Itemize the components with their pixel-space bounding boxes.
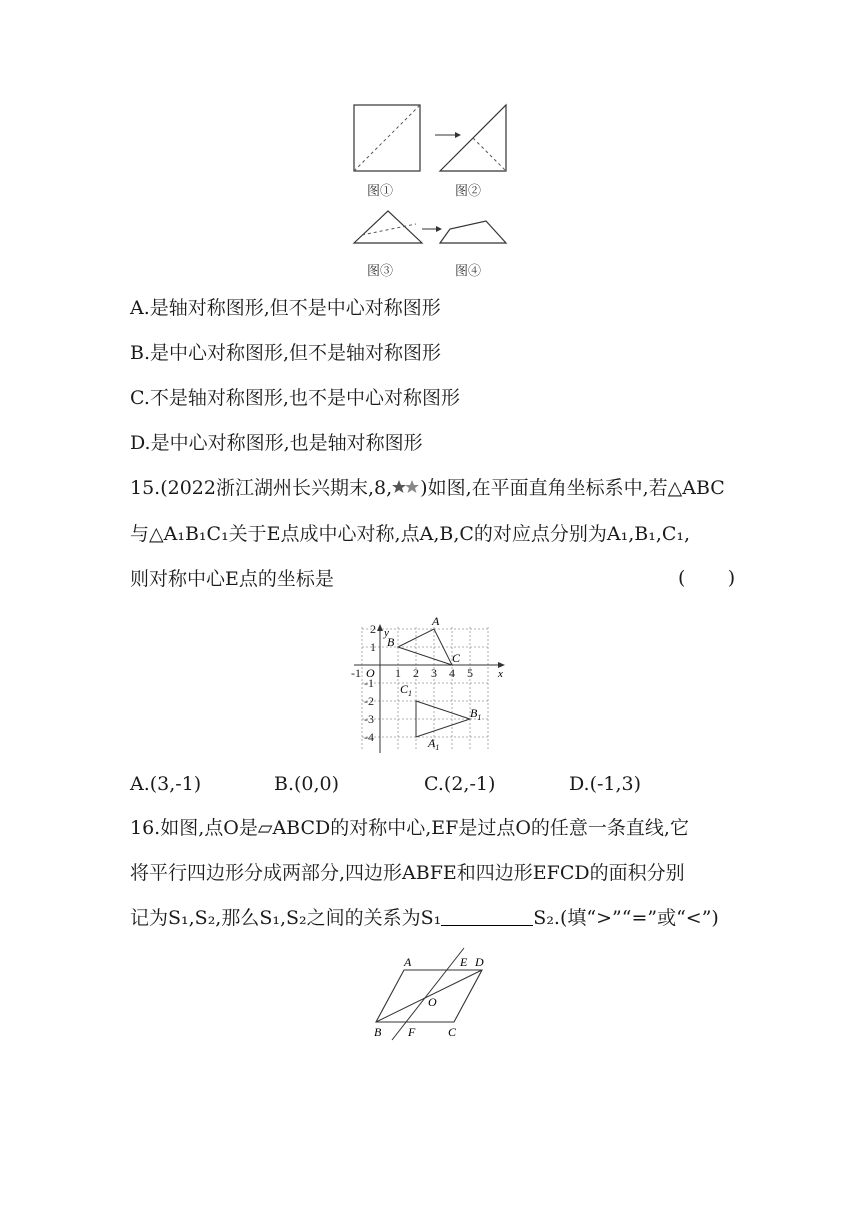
point-a1-label: $A_1$ [428, 736, 440, 752]
point-c1-label: $C_1$ [400, 682, 413, 698]
q15-line3: 则对称中心E点的坐标是 [130, 568, 334, 590]
label-d: D [475, 955, 484, 969]
q15-line2: 与△A₁B₁C₁关于E点成中心对称,点A,B,C的对应点分别为A₁,B₁,C₁, [130, 523, 691, 545]
x-tick-label: -1 [351, 666, 361, 680]
q14-option-c: C.不是轴对称图形,也不是中心对称图形 [130, 387, 460, 409]
q14-option-d: D.是中心对称图形,也是轴对称图形 [130, 432, 423, 454]
x-axis-label: x [498, 668, 503, 680]
q15-source: 15.(2022浙江湖州长兴期末,8, [130, 477, 393, 499]
label-b: B [374, 1025, 382, 1039]
grid [362, 627, 488, 751]
q16-line1: 16.如图,点O是▱ABCD的对称中心,EF是过点O的任意一条直线,它 [130, 817, 689, 839]
label-e: E [460, 955, 468, 969]
q15-option-b: B.(0,0) [274, 773, 340, 795]
parallelogram-figure [370, 948, 510, 1048]
x-tick-label: 1 [395, 666, 401, 680]
y-tick-label: -4 [364, 730, 374, 744]
fig1-caption: 图① [367, 184, 394, 199]
fig2-caption: 图② [455, 184, 482, 199]
point-b1-label: $B_1$ [470, 706, 482, 722]
q15-line1 [130, 476, 725, 500]
answer-parentheses: ( ) [678, 567, 736, 589]
q15-option-a: A.(3,-1) [130, 773, 202, 795]
two-star-difficulty-icon [392, 479, 420, 495]
q15-option-d: D.(-1,3) [569, 773, 642, 795]
x-tick-label: 2 [413, 666, 419, 680]
fig4-caption: 图④ [455, 264, 482, 279]
q16-line3-end: S₂.(填“>”“=”或“<”) [533, 907, 719, 929]
y-tick-label: -1 [364, 676, 374, 690]
y-tick-label: -3 [364, 712, 374, 726]
point-a-label: A [432, 614, 440, 628]
q14-option-b: B.是中心对称图形,但不是轴对称图形 [130, 342, 442, 364]
fig3-caption: 图③ [367, 264, 394, 279]
answer-blank [441, 907, 533, 926]
q15-option-c: C.(2,-1) [424, 773, 496, 795]
y-axis-label: y [384, 627, 389, 639]
q14-option-a: A.是轴对称图形,但不是中心对称图形 [130, 297, 441, 319]
y-tick-label: 2 [370, 622, 376, 636]
label-f: F [408, 1025, 416, 1039]
q16-line3-start: 记为S₁,S₂,那么S₁,S₂之间的关系为S₁ [130, 907, 442, 929]
origin-label: O [366, 666, 375, 680]
x-tick-label: 5 [467, 666, 473, 680]
x-tick-label: 3 [431, 666, 437, 680]
y-tick-label: -2 [364, 694, 374, 708]
q15-stem-start: )如图,在平面直角坐标系中,若△ABC [420, 477, 725, 499]
label-o: O [428, 995, 437, 1009]
label-c: C [448, 1025, 457, 1039]
point-c-label: C [452, 651, 461, 665]
label-a: A [404, 955, 412, 969]
coordinate-graph [348, 614, 520, 755]
q16-line2: 将平行四边形分成两部分,四边形ABFE和四边形EFCD的面积分别 [130, 862, 685, 884]
point-b-label: B [387, 635, 395, 649]
x-tick-label: 4 [449, 666, 455, 680]
q16-line3 [130, 906, 719, 930]
y-tick-label: 1 [370, 640, 376, 654]
